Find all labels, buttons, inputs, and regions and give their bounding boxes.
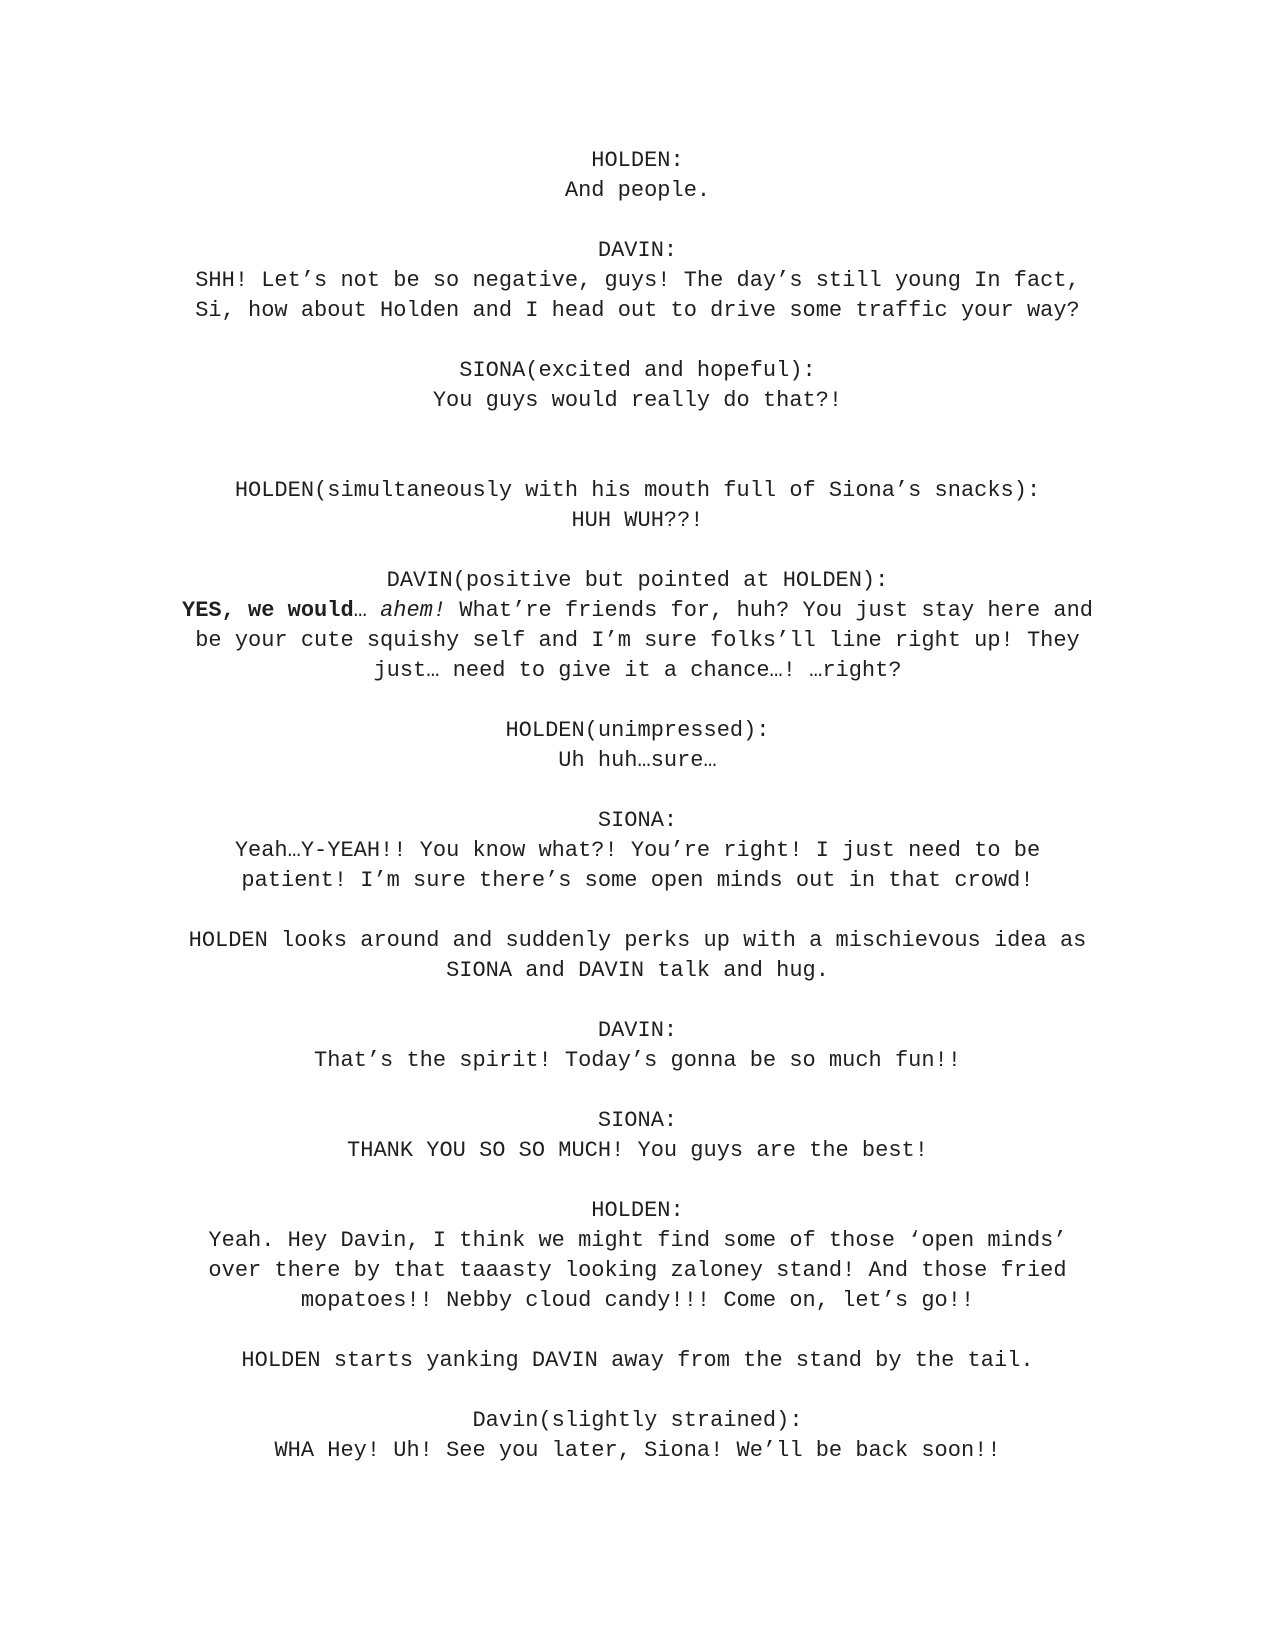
action-block <box>150 926 1125 986</box>
dialogue-block <box>150 716 1125 776</box>
dialogue-line: Uh huh…sure… <box>558 748 717 773</box>
dialogue-block <box>150 566 1125 686</box>
character-cue: DAVIN(positive but pointed at HOLDEN): <box>386 568 889 593</box>
action-block <box>150 1346 1125 1376</box>
dialogue-line: THANK YOU SO SO MUCH! You guys are the best! <box>347 1138 928 1163</box>
character-cue: SIONA(excited and hopeful): <box>459 358 816 383</box>
dialogue-block <box>150 356 1125 416</box>
dialogue-block <box>150 1016 1125 1076</box>
action-line: SIONA and DAVIN talk and hug. <box>446 958 829 983</box>
dialogue-block <box>150 476 1125 536</box>
action-line: HOLDEN starts yanking DAVIN away from the stand by the tail. <box>241 1348 1034 1373</box>
dialogue-line: be your cute squishy self and I’m sure folks’ll line right up! They <box>195 628 1080 653</box>
dialogue-block <box>150 1106 1125 1166</box>
dialogue-block <box>150 1406 1125 1466</box>
dialogue-line: mopatoes!! Nebby cloud candy!!! Come on, let’s go!! <box>300 1288 975 1313</box>
action-line: HOLDEN looks around and suddenly perks up with a mischievous idea as <box>188 928 1087 953</box>
dialogue-block <box>150 806 1125 896</box>
character-cue: HOLDEN: <box>591 148 684 173</box>
dialogue-line: Si, how about Holden and I head out to drive some traffic your way? <box>195 298 1080 323</box>
character-cue: DAVIN: <box>597 238 678 263</box>
character-cue: HOLDEN: <box>591 1198 684 1223</box>
script-page <box>150 146 1125 1496</box>
plain-text: What’re friends for, huh? You just stay here and <box>446 598 1093 623</box>
dialogue-line: SHH! Let’s not be so negative, guys! The day’s still young In fact, <box>195 268 1080 293</box>
dialogue-line: Yeah…Y-YEAH!! You know what?! You’re right! I just need to be <box>234 838 1041 863</box>
dialogue-line: That’s the spirit! Today’s gonna be so much fun!! <box>314 1048 961 1073</box>
italic-text: ahem! <box>380 598 447 623</box>
dialogue-line: just… need to give it a chance…! …right? <box>373 658 902 683</box>
plain-text: … <box>353 598 381 623</box>
character-cue: SIONA: <box>597 808 678 833</box>
dialogue-block <box>150 236 1125 326</box>
bold-text: YES, we would <box>182 598 354 623</box>
dialogue-line-emphasis <box>150 596 1125 626</box>
dialogue-line: HUH WUH??! <box>571 508 704 533</box>
dialogue-line: patient! I’m sure there’s some open minds out in that crowd! <box>241 868 1034 893</box>
character-cue: Davin(slightly strained): <box>472 1408 803 1433</box>
dialogue-line: over there by that taaasty looking zaloney stand! And those fried <box>208 1258 1067 1283</box>
dialogue-block <box>150 1196 1125 1316</box>
character-cue: SIONA: <box>597 1108 678 1133</box>
dialogue-block <box>150 146 1125 206</box>
dialogue-line: You guys would really do that?! <box>432 388 843 413</box>
dialogue-line: And people. <box>564 178 711 203</box>
character-cue: DAVIN: <box>597 1018 678 1043</box>
character-cue: HOLDEN(simultaneously with his mouth full of Siona’s snacks): <box>234 478 1041 503</box>
dialogue-line: Yeah. Hey Davin, I think we might find some of those ‘open minds’ <box>208 1228 1067 1253</box>
character-cue: HOLDEN(unimpressed): <box>505 718 770 743</box>
dialogue-line: WHA Hey! Uh! See you later, Siona! We’ll be back soon!! <box>274 1438 1001 1463</box>
